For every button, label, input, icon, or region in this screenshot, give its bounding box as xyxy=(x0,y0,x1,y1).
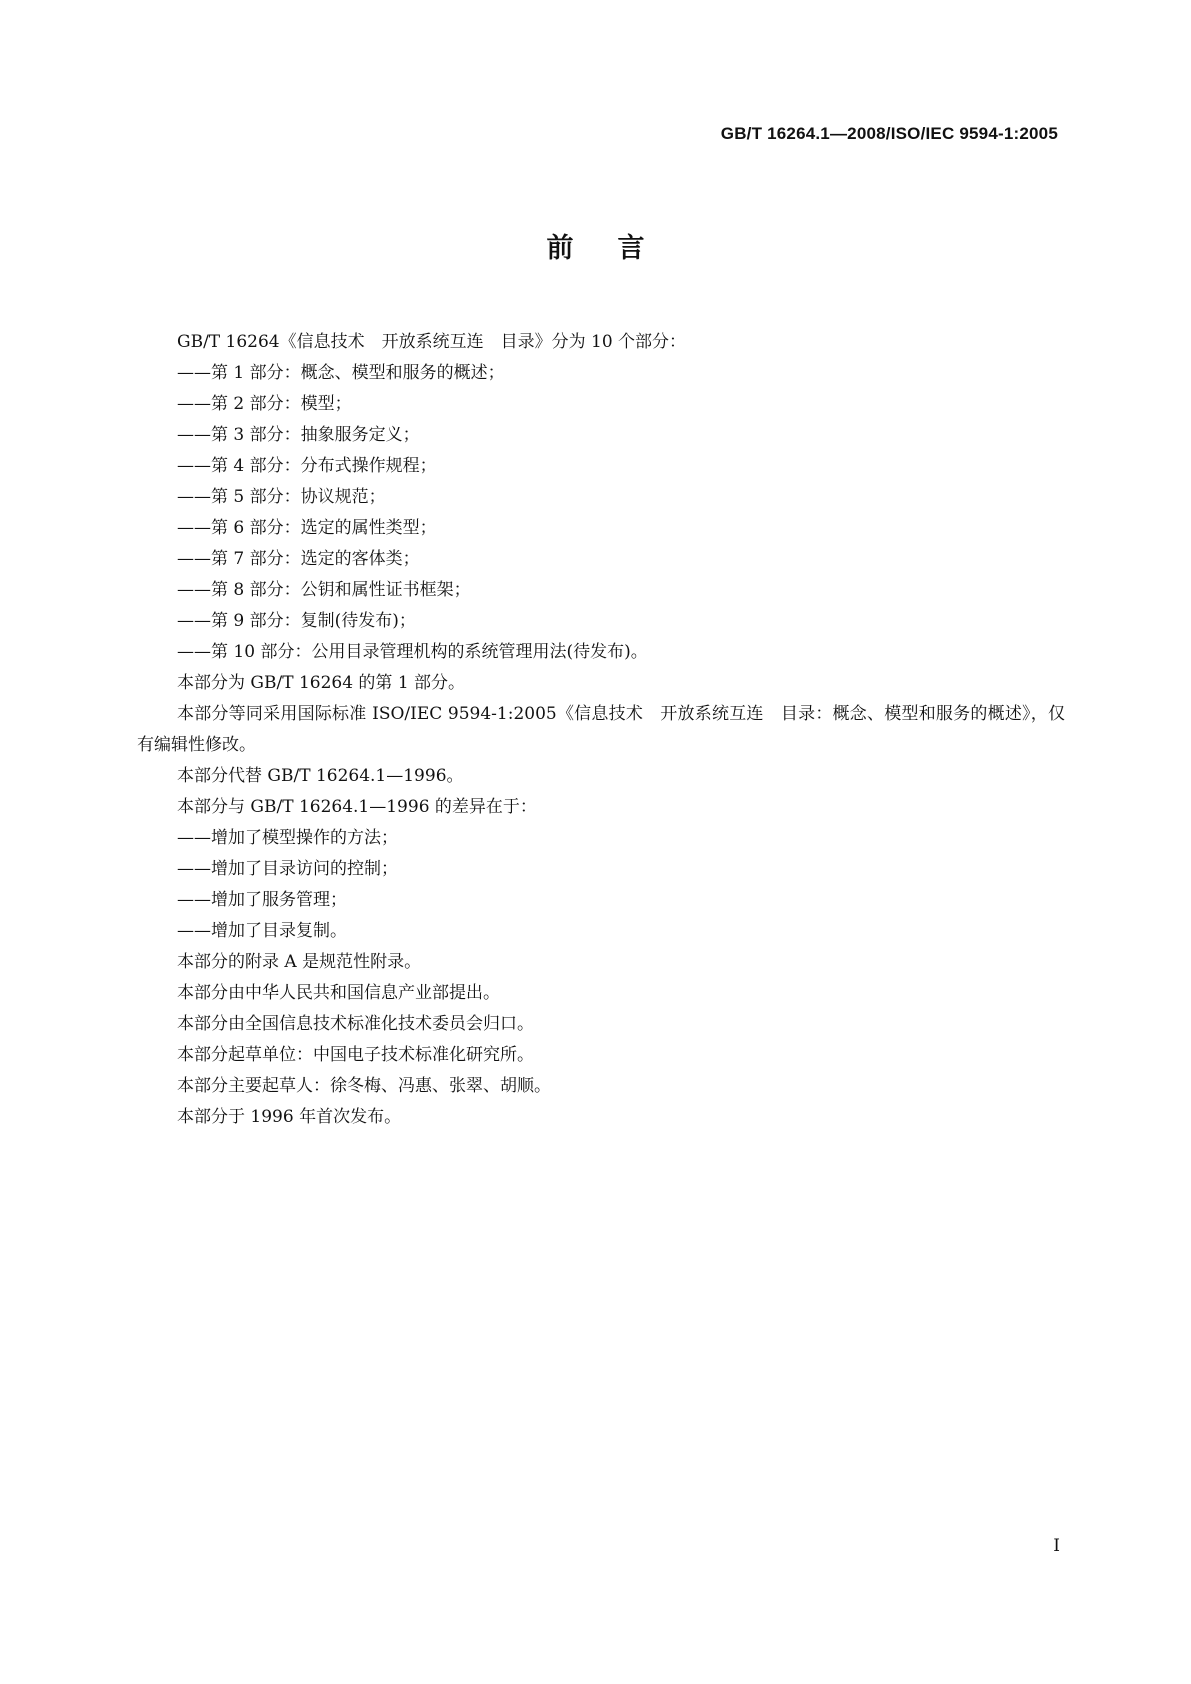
list-item-part-9: ——第 9 部分：复制(待发布)； xyxy=(177,611,416,631)
foreword-body xyxy=(137,327,1065,1133)
list-item-part-10: ——第 10 部分：公用目录管理机构的系统管理用法(待发布)。 xyxy=(177,642,648,662)
list-item-part-3: ——第 3 部分：抽象服务定义； xyxy=(177,425,420,445)
paragraph-replaces: 本部分代替 GB/T 16264.1—1996。 xyxy=(177,766,464,786)
page-title: 前言 xyxy=(546,233,689,264)
list-item-part-4: ——第 4 部分：分布式操作规程； xyxy=(177,456,437,476)
paragraph-first-published: 本部分于 1996 年首次发布。 xyxy=(177,1107,402,1127)
list-item-part-1: ——第 1 部分：概念、模型和服务的概述； xyxy=(177,363,505,383)
paragraph-part-statement: 本部分为 GB/T 16264 的第 1 部分。 xyxy=(177,673,466,693)
list-item-part-6: ——第 6 部分：选定的属性类型； xyxy=(177,518,437,538)
paragraph-drafting-unit: 本部分起草单位：中国电子技术标准化研究所。 xyxy=(177,1045,534,1065)
paragraph-drafters: 本部分主要起草人：徐冬梅、冯惠、张翠、胡顺。 xyxy=(177,1076,551,1096)
paragraph-differences-intro: 本部分与 GB/T 16264.1—1996 的差异在于： xyxy=(177,797,537,817)
paragraph-adoption: 本部分等同采用国际标准 ISO/IEC 9594-1:2005《信息技术 开放系统互连 目录：概念、模型和服务的概述》，仅有编辑性修改。 xyxy=(137,704,1065,755)
page-number: I xyxy=(1053,1536,1060,1556)
standard-number-header: GB/T 16264.1—2008/ISO/IEC 9594-1:2005 xyxy=(720,124,1058,143)
list-item-difference-1: ——增加了模型操作的方法； xyxy=(177,828,398,848)
paragraph-administered-by: 本部分由全国信息技术标准化技术委员会归口。 xyxy=(177,1014,534,1034)
list-item-difference-4: ——增加了目录复制。 xyxy=(177,921,347,941)
paragraph-annex: 本部分的附录 A 是规范性附录。 xyxy=(177,952,422,972)
list-item-part-2: ——第 2 部分：模型； xyxy=(177,394,352,414)
list-item-part-8: ——第 8 部分：公钥和属性证书框架； xyxy=(177,580,471,600)
list-item-part-5: ——第 5 部分：协议规范； xyxy=(177,487,386,507)
list-item-difference-2: ——增加了目录访问的控制； xyxy=(177,859,398,879)
paragraph-proposed-by: 本部分由中华人民共和国信息产业部提出。 xyxy=(177,983,500,1003)
paragraph-series-intro: GB/T 16264《信息技术 开放系统互连 目录》分为 10 个部分： xyxy=(177,332,687,352)
list-item-part-7: ——第 7 部分：选定的客体类； xyxy=(177,549,420,569)
list-item-difference-3: ——增加了服务管理； xyxy=(177,890,347,910)
